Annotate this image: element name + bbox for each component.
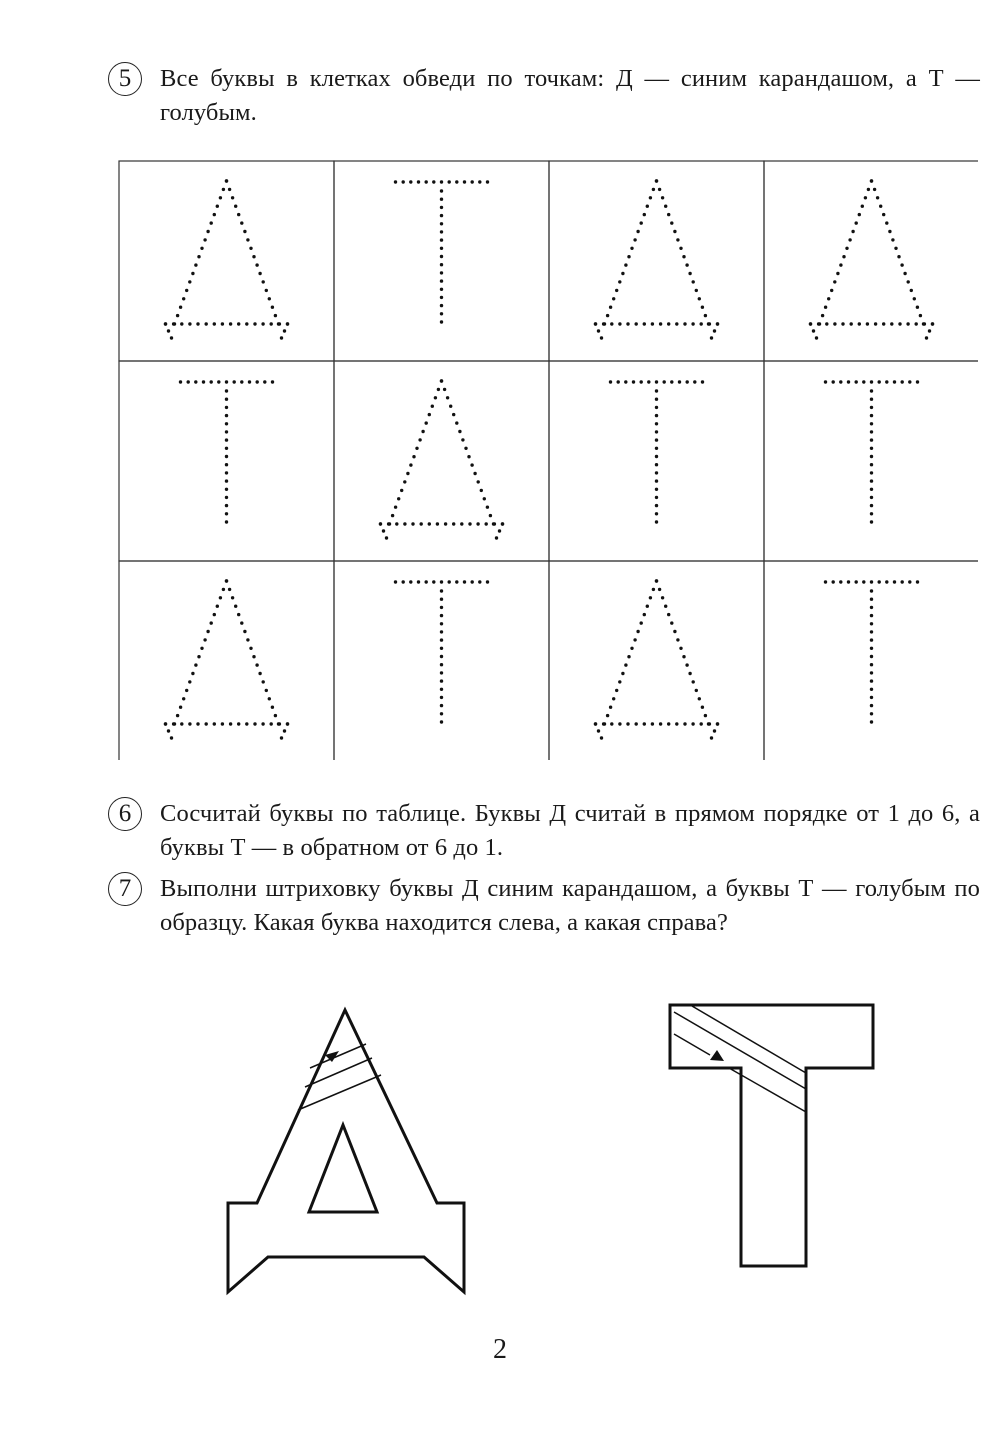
task-number-badge: 7	[108, 872, 142, 906]
arrow-icon	[710, 1050, 724, 1061]
task-text: Выполни штриховку буквы Д синим карандашом, а буквы Т — голубым по образцу. Какая буква находится слева, а какая справа?	[160, 875, 980, 936]
task-number-badge: 6	[108, 797, 142, 831]
task-text: Все буквы в клетках обведи по точкам: Д — синим карандашом, а Т — голубым.	[160, 65, 980, 126]
page-number: 2	[493, 1334, 507, 1365]
task-number-badge: 5	[108, 62, 142, 96]
letter-d-sample	[228, 1010, 464, 1292]
task-text: Сосчитай буквы по таблице. Буквы Д считай в прямом порядке от 1 до 6, а буквы Т — в обратном от 6 до 1.	[160, 800, 980, 861]
letter-t-sample	[670, 1005, 873, 1266]
